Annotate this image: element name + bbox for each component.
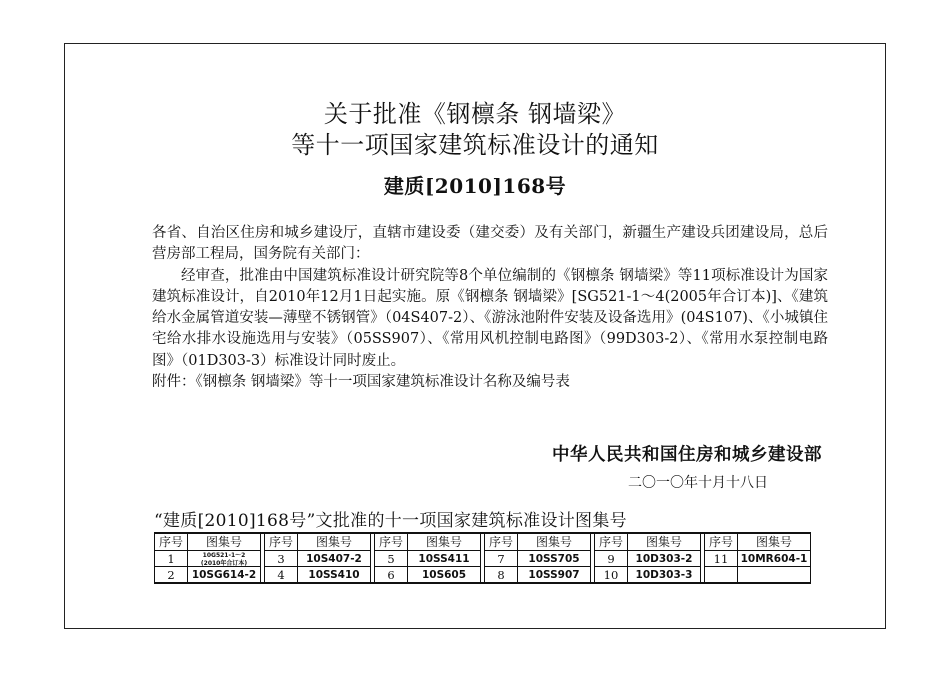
notice-title-line-2: 等十一项国家建筑标准设计的通知 xyxy=(291,131,659,159)
code-cell: 10SS410 xyxy=(298,566,370,582)
code-cell: 10SS907 xyxy=(518,566,590,582)
seq-cell: 1 xyxy=(155,550,187,566)
seq-header: 序号 xyxy=(268,535,293,549)
code-cell-line-1: 10G521-1～2 xyxy=(202,551,246,559)
code-header: 图集号 xyxy=(645,535,682,549)
code-cell: 10SS411 xyxy=(408,550,480,566)
seq-header: 序号 xyxy=(598,535,623,549)
seq-cell: 10 xyxy=(595,566,627,582)
seq-cell: 6 xyxy=(375,566,407,582)
seq-cell: 11 xyxy=(705,550,737,566)
code-cell: 10SS705 xyxy=(518,550,590,566)
notice-title-line-1: 关于批准《钢檩条 钢墙梁》 xyxy=(323,100,627,128)
attachment-line: 附件：《钢檩条 钢墙梁》等十一项国家建筑标准设计名称及编号表 xyxy=(152,374,570,391)
seq-cell: 7 xyxy=(485,550,517,566)
atlas-number-table xyxy=(154,532,811,584)
issuing-organization: 中华人民共和国住房和城乡建设部 xyxy=(552,445,822,465)
code-header: 图集号 xyxy=(205,535,242,549)
seq-column xyxy=(705,534,737,582)
main-paragraph: 经审查，批准由中国建筑标准设计研究院等8个单位编制的《钢檩条 钢墙梁》等11项标准设计为国家建筑标准设计，自2010年12月1日起实施。原《钢檩条 钢墙梁》[SG521-1～4(2005年合订本)]、《建筑给水金属管道安装—薄壁不锈钢管》（04S407-2）、《游泳池附件安装及设备选用》(04S107)、《小城镇住宅给水排水设施选用与安装》（05SS907）、《常用风机控制电路图》（99D303-2）、《常用水泵控制电路图》（01D303-3）标准设计同时废止。 xyxy=(152,267,828,369)
code-cell: 10D303-2 xyxy=(628,550,700,566)
code-header: 图集号 xyxy=(535,535,572,549)
issue-date: 二〇一〇年十月十八日 xyxy=(628,475,768,491)
code-cell xyxy=(738,566,810,582)
seq-header: 序号 xyxy=(158,535,183,549)
seq-cell: 3 xyxy=(265,550,297,566)
code-header: 图集号 xyxy=(425,535,462,549)
code-cell: 10S605 xyxy=(408,566,480,582)
code-column xyxy=(517,534,590,582)
code-header: 图集号 xyxy=(315,535,352,549)
atlas-table-group xyxy=(484,534,591,582)
seq-column xyxy=(595,534,627,582)
seq-header: 序号 xyxy=(378,535,403,549)
addressee-paragraph: 各省、自治区住房和城乡建设厅，直辖市建设委（建交委）及有关部门，新疆生产建设兵团建设局，总后营房部工程局，国务院有关部门： xyxy=(152,225,828,263)
seq-header: 序号 xyxy=(708,535,733,549)
code-header: 图集号 xyxy=(755,535,792,549)
notice-body xyxy=(152,223,828,393)
atlas-table-group xyxy=(374,534,481,582)
seq-cell: 8 xyxy=(485,566,517,582)
seq-column xyxy=(265,534,297,582)
seq-column xyxy=(155,534,187,582)
seq-column xyxy=(485,534,517,582)
code-cell: 10S407-2 xyxy=(298,550,370,566)
code-cell: 10MR604-1 xyxy=(738,550,810,566)
atlas-table-title: “建质[2010]168号”文批准的十一项国家建筑标准设计图集号 xyxy=(154,511,627,531)
code-cell-line-2: (2010年合订本) xyxy=(200,559,248,566)
code-cell-two-line xyxy=(188,550,260,566)
code-column xyxy=(627,534,700,582)
atlas-table-group xyxy=(154,534,261,582)
code-column xyxy=(297,534,370,582)
seq-cell: 4 xyxy=(265,566,297,582)
code-cell: 10SG614-2 xyxy=(188,566,260,582)
atlas-table-group xyxy=(704,534,811,582)
seq-header: 序号 xyxy=(488,535,513,549)
code-column xyxy=(407,534,480,582)
atlas-table-group xyxy=(264,534,371,582)
document-number: 建质[2010]168号 xyxy=(383,174,567,198)
seq-cell: 2 xyxy=(155,566,187,582)
atlas-table-group xyxy=(594,534,701,582)
code-column xyxy=(737,534,810,582)
seq-column xyxy=(375,534,407,582)
seq-cell: 5 xyxy=(375,550,407,566)
seq-cell: 9 xyxy=(595,550,627,566)
code-column xyxy=(187,534,260,582)
code-cell: 10D303-3 xyxy=(628,566,700,582)
seq-cell xyxy=(705,566,737,582)
